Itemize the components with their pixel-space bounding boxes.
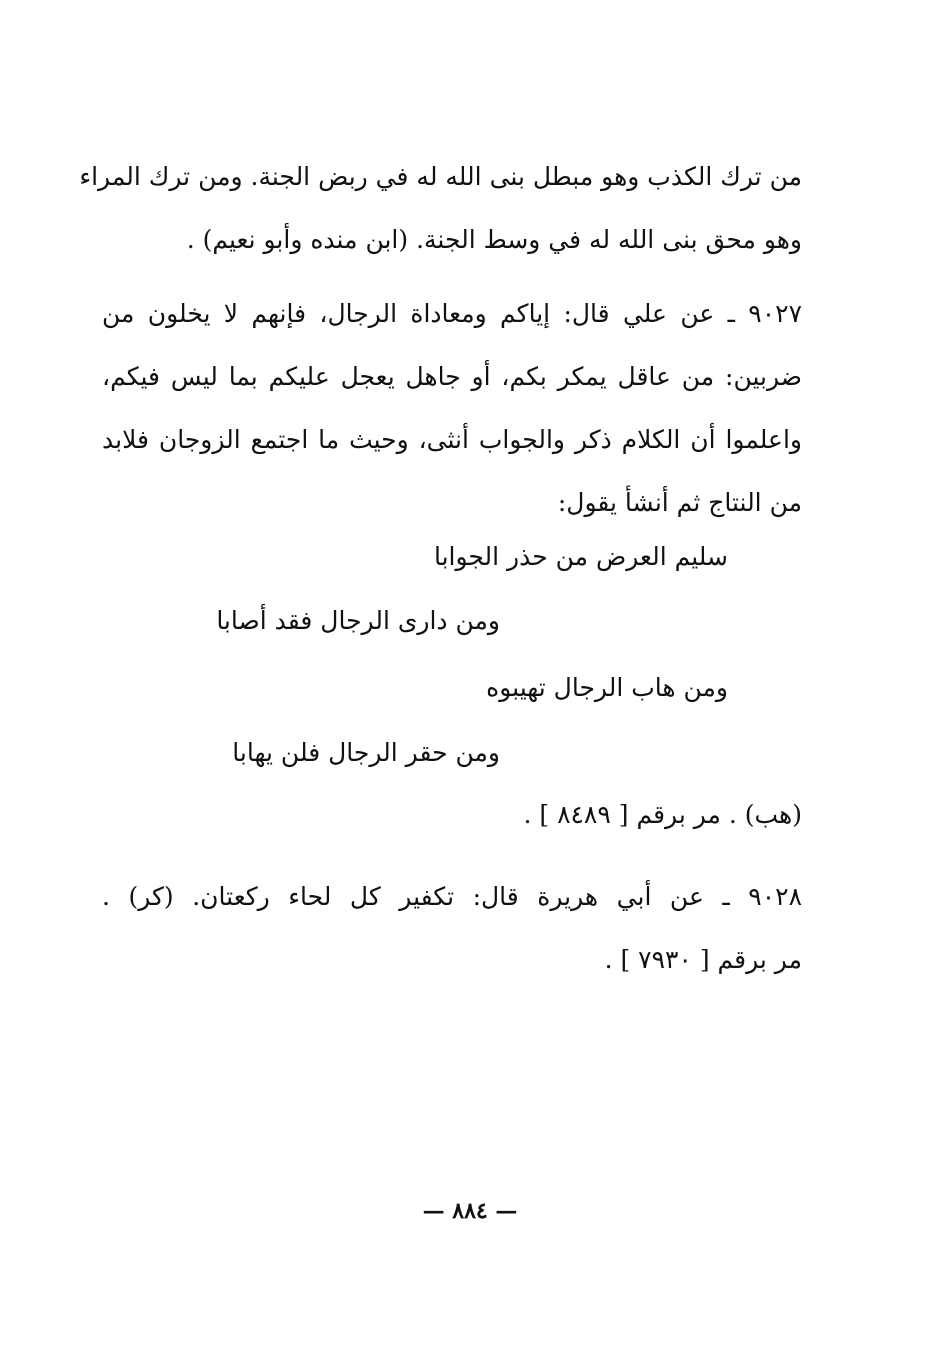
- paragraph-9027: [102, 282, 802, 534]
- poem-verse-2: ومن دارى الرجال فقد أصابا: [216, 606, 500, 635]
- paragraph-line: وهو محق بنى الله له في وسط الجنة. (ابن منده وأبو نعيم) .: [186, 225, 802, 254]
- paragraph-9028: [102, 865, 802, 991]
- paragraph-line: مر برقم [ ٧٩٣٠ ] .: [604, 945, 802, 974]
- paragraph-1: [79, 145, 802, 271]
- paragraph-line: من ترك الكذب وهو مبطل بنى الله له في ربض الجنة. ومن ترك المراء: [79, 162, 802, 191]
- page-number: — ٨٨٤ —: [422, 1198, 518, 1224]
- paragraph-line: ضربين: من عاقل يمكر بكم، أو جاهل يعجل عليكم بما ليس فيكم،: [102, 362, 802, 391]
- paragraph-line: من النتاج ثم أنشأ يقول:: [557, 488, 802, 517]
- poem-verse-1: سليم العرض من حذر الجوابا: [433, 542, 728, 571]
- paragraph-line: ٩٠٢٧ ـ عن علي قال: إياكم ومعاداة الرجال، فإنهم لا يخلون من: [102, 299, 802, 328]
- poem-verse-3: ومن هاب الرجال تهيبوه: [486, 673, 728, 702]
- paragraph-line: ٩٠٢٨ ـ عن أبي هريرة قال: تكفير كل لحاء ركعتان. (كر) .: [102, 882, 802, 911]
- poem-verse-4: ومن حقر الرجال فلن يهابا: [232, 738, 500, 767]
- source-reference: (هب) . مر برقم [ ٨٤٨٩ ] .: [523, 800, 802, 829]
- paragraph-line: واعلموا أن الكلام ذكر والجواب أنثى، وحيث ما اجتمع الزوجان فلابد: [102, 425, 802, 454]
